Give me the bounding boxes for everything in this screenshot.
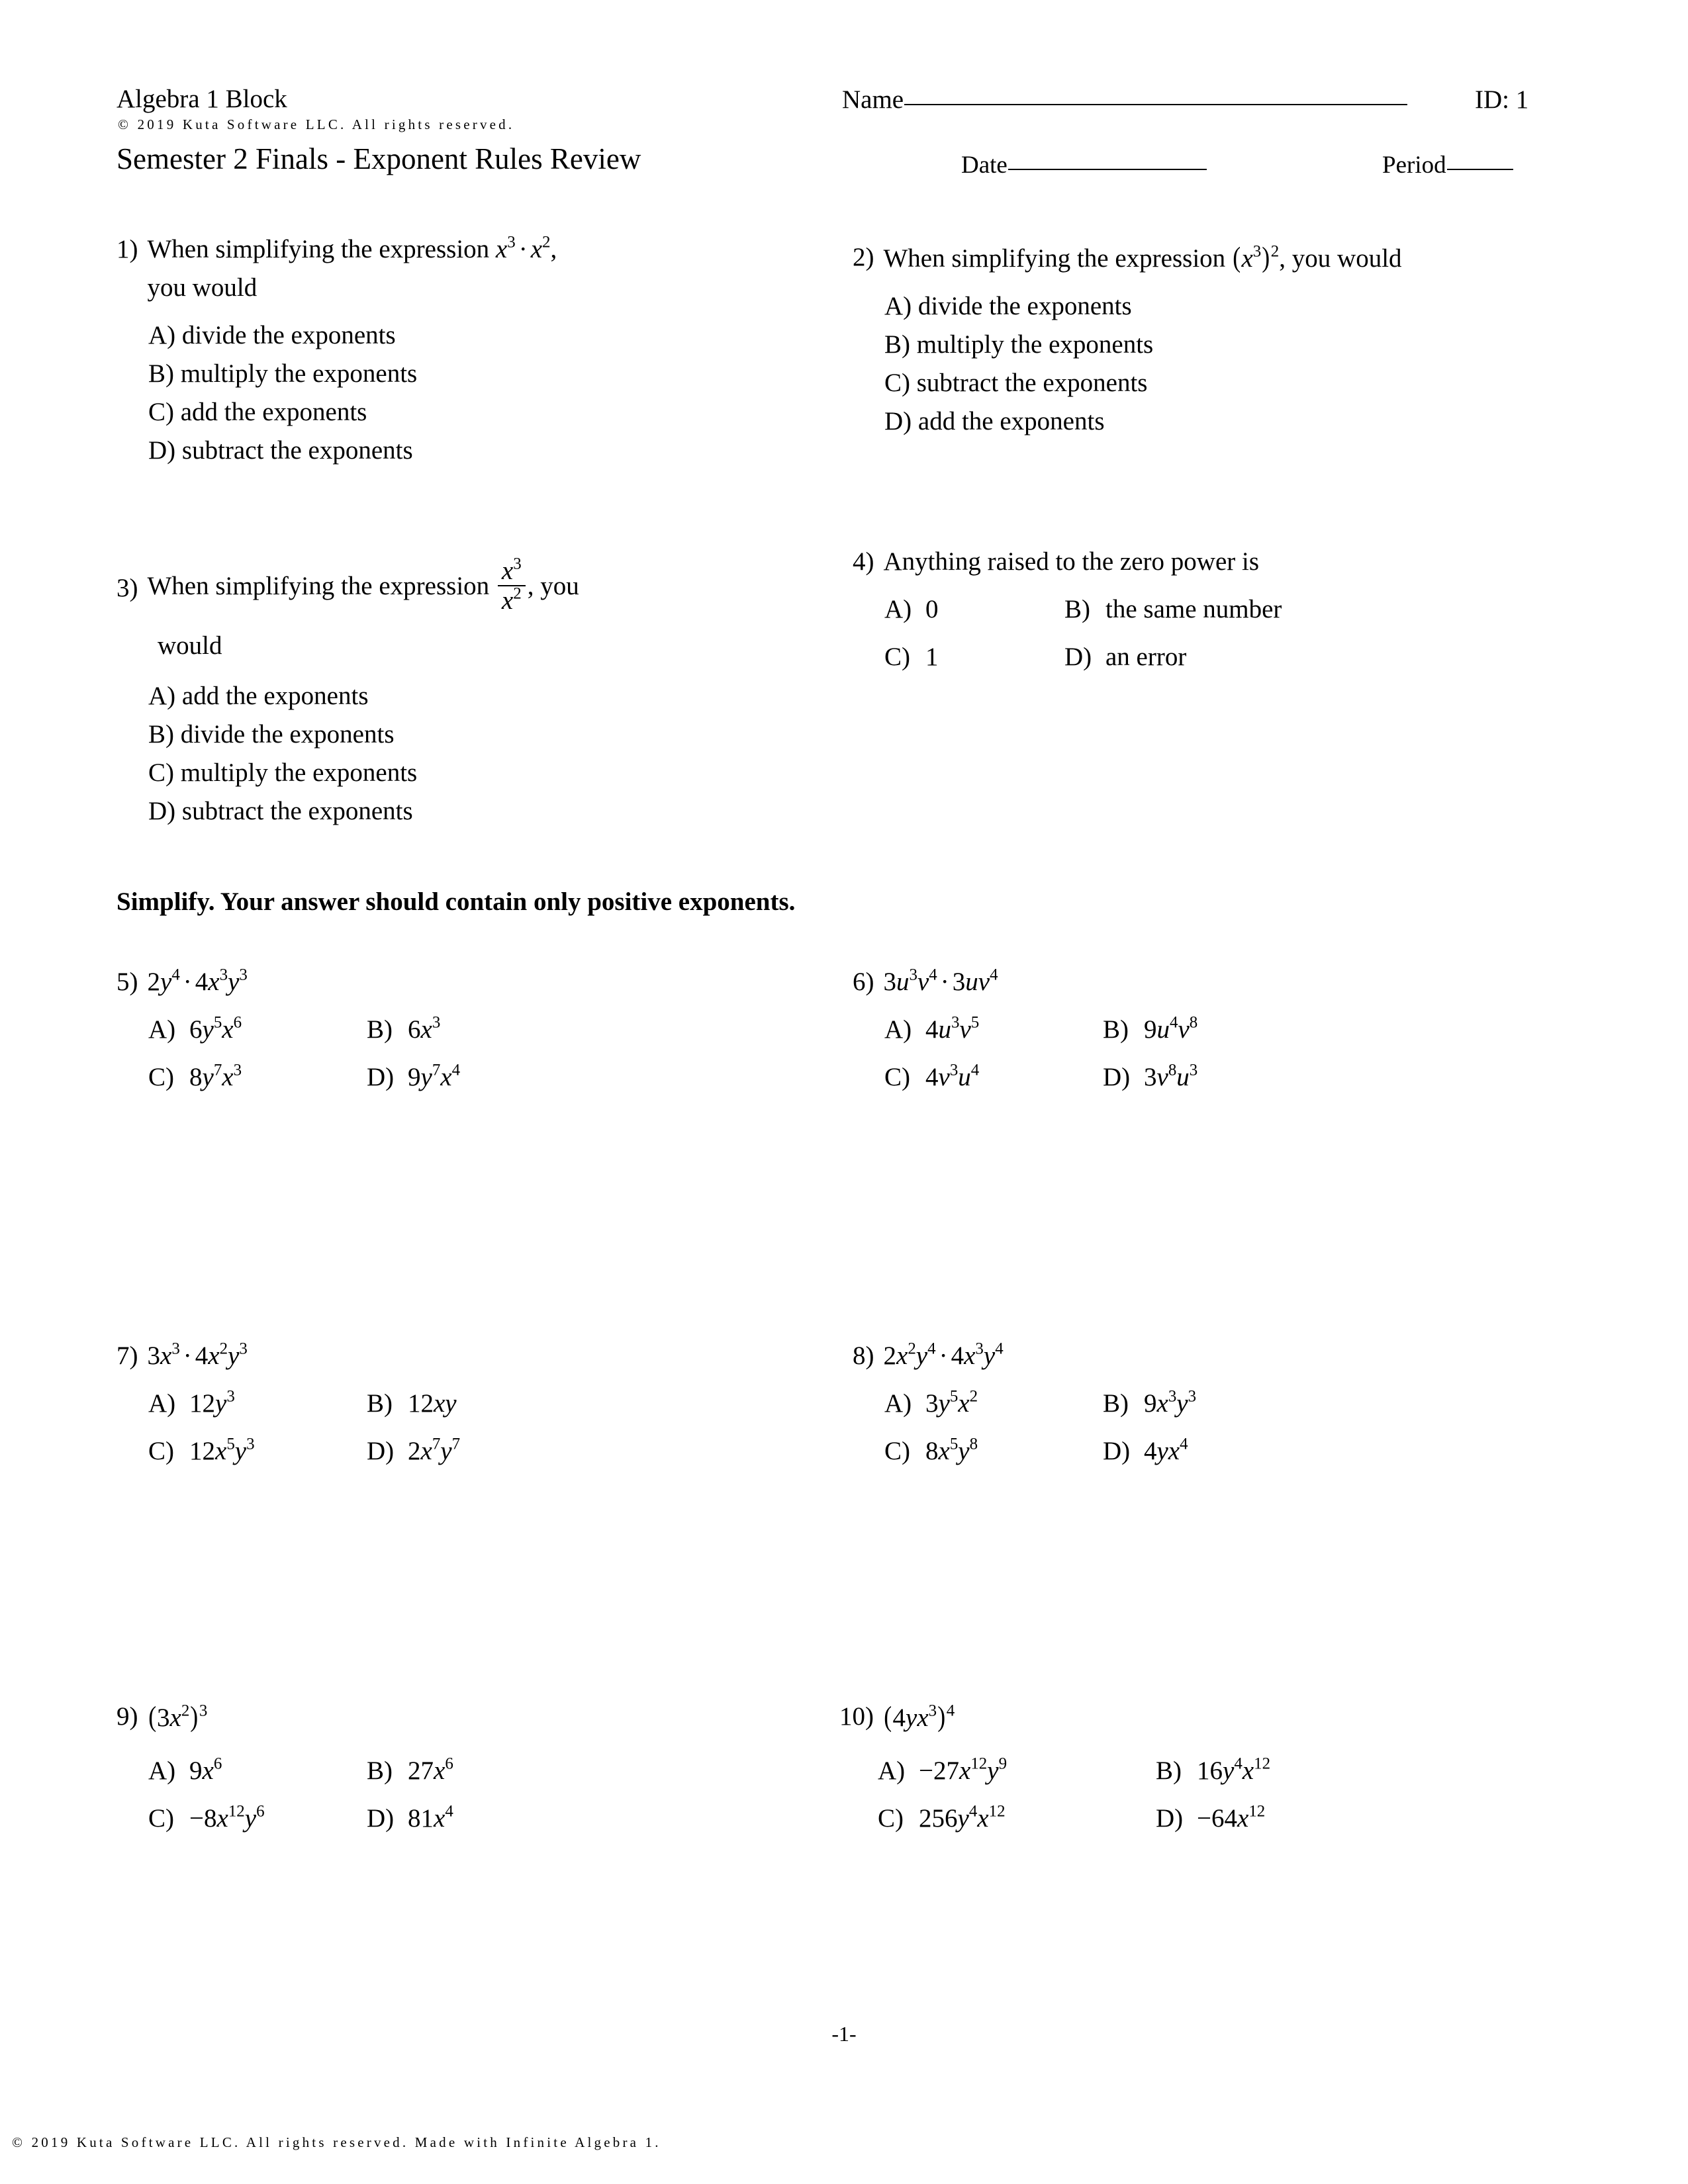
- problem-1-choice-a[interactable]: A) divide the exponents: [148, 321, 396, 349]
- problem-1-number: 1): [117, 235, 138, 263]
- problem-10-choice-b[interactable]: B) $16y^4x^{12}$: [1156, 1754, 1271, 1785]
- problem-9-number: 9): [117, 1702, 138, 1731]
- problem-4-choice-a[interactable]: A) 0: [884, 595, 939, 623]
- problem-4-number: 4): [853, 547, 874, 576]
- section-heading: Simplify. Your answer should contain only positive exponents.: [117, 887, 796, 916]
- problem-3: [117, 555, 818, 831]
- problem-10-choice-a[interactable]: $A) -27x^{12}y^9$: [878, 1754, 1008, 1785]
- problem-8-choice-c[interactable]: C) $8x^5y^8$: [884, 1435, 978, 1465]
- problem-6-choice-a[interactable]: A) $4u^3v^5$: [884, 1013, 980, 1044]
- problem-9-choice-b[interactable]: B) $27x^6$: [367, 1754, 453, 1785]
- problem-1-text: When simplifying the expression $x^3 \cdot x^2$, you would: [147, 233, 557, 302]
- problem-7-choice-c[interactable]: C) $12x^5y^3$: [148, 1435, 255, 1465]
- problem-3-choice-a[interactable]: A) add the exponents: [148, 681, 369, 710]
- problem-2-choice-a[interactable]: A) divide the exponents: [884, 292, 1132, 320]
- problem-4-choices: [853, 590, 1568, 676]
- problem-3-choice-d[interactable]: D) subtract the exponents: [148, 796, 413, 825]
- period-rule: [1447, 169, 1513, 170]
- problem-5-choice-a[interactable]: A) $6y^5x^6$: [148, 1013, 242, 1044]
- problem-3-text: When simplifying the expression $\frac{x^3}{x^2}$ , you: [147, 555, 579, 615]
- problem-2-number: 2): [853, 243, 874, 271]
- problem-5-number: 5): [117, 968, 138, 996]
- problem-2-choice-b[interactable]: B) multiply the exponents: [884, 330, 1154, 359]
- problem-7-expression: $3x^3 \cdot 4x^2y^3$: [147, 1340, 248, 1370]
- problem-8: [853, 1337, 1568, 1471]
- problem-6-expression: $3u^3v^4 \cdot 3uv^4$: [883, 966, 998, 996]
- name-rule: [904, 104, 1407, 105]
- problem-9-choice-a[interactable]: A) $9x^6$: [148, 1754, 222, 1785]
- problem-1-choice-c[interactable]: C) add the exponents: [148, 398, 367, 426]
- problem-4-choice-b[interactable]: B) the same number: [1064, 595, 1282, 623]
- problem-6-choices: [853, 1011, 1568, 1097]
- problem-8-choice-d[interactable]: D) $4yx^4$: [1103, 1435, 1188, 1465]
- problem-1-choice-d[interactable]: D) subtract the exponents: [148, 436, 413, 465]
- problem-5-choice-c[interactable]: C) $8y^7x^3$: [148, 1061, 242, 1091]
- page-number: -1-: [831, 2022, 857, 2046]
- problem-1-choice-b[interactable]: B) multiply the exponents: [148, 359, 418, 388]
- problem-7: [117, 1337, 818, 1471]
- problem-4: [853, 543, 1568, 676]
- problem-7-choice-b[interactable]: B) 12xy: [367, 1389, 457, 1418]
- problem-1-choices: [117, 316, 818, 470]
- date-field[interactable]: [961, 151, 1207, 179]
- problem-8-choice-a[interactable]: A) $3y^5x^2$: [884, 1387, 978, 1418]
- problem-4-choice-d[interactable]: D) an error: [1064, 643, 1187, 671]
- problem-10-number: 10): [839, 1702, 874, 1731]
- problem-3-continuation: would: [158, 631, 222, 660]
- problem-10-choices: [839, 1752, 1581, 1838]
- worksheet-header: [117, 85, 1573, 217]
- problem-3-choices: [117, 677, 818, 831]
- problem-10-choice-c[interactable]: C) $256y^4x^{12}$: [878, 1802, 1006, 1833]
- problem-7-number: 7): [117, 1342, 138, 1370]
- footer-copyright: © 2019 Kuta Software LLC. All rights reserved. Made with Infinite Algebra 1.: [12, 2134, 661, 2150]
- problem-3-choice-b[interactable]: B) divide the exponents: [148, 719, 395, 749]
- problem-8-number: 8): [853, 1342, 874, 1370]
- problem-1: [117, 230, 818, 470]
- problem-9-choice-d[interactable]: D) $81x^4$: [367, 1802, 453, 1833]
- problem-2-choices: [853, 287, 1568, 441]
- date-rule: [1008, 169, 1207, 170]
- name-field[interactable]: [842, 85, 1407, 114]
- problem-9-expression: $(3x^2)^3$: [148, 1701, 208, 1733]
- problem-5-choice-d[interactable]: D) $9y^7x^4$: [367, 1061, 461, 1091]
- problem-4-text: Anything raised to the zero power is: [883, 547, 1260, 576]
- problem-9-choice-c[interactable]: $C) -8x^{12}y^6$: [148, 1802, 265, 1833]
- problem-2-text: When simplifying the expression $(x^3)^2$, you would: [883, 242, 1402, 273]
- problem-10-expression: $(4yx^3)^4$: [884, 1701, 955, 1733]
- problem-3-expression: $\frac{x^3}{x^2}$ ,: [496, 572, 534, 600]
- problem-3-number: 3): [117, 573, 138, 602]
- problem-6: [853, 963, 1568, 1097]
- date-label: Date: [961, 152, 1008, 179]
- name-label: Name: [842, 85, 904, 114]
- problem-6-choice-c[interactable]: C) $4v^3u^4$: [884, 1061, 980, 1091]
- worksheet-id: ID: 1: [1475, 85, 1529, 114]
- problem-8-expression: $2x^2y^4 \cdot 4x^3y^4$: [883, 1340, 1004, 1370]
- page-title: Semester 2 Finals - Exponent Rules Review: [117, 142, 641, 175]
- problem-6-choice-d[interactable]: D) $3v^8u^3$: [1103, 1061, 1198, 1091]
- period-field[interactable]: [1382, 151, 1513, 179]
- problem-9-choices: [117, 1752, 818, 1838]
- period-label: Period: [1382, 152, 1446, 179]
- problem-6-number: 6): [853, 968, 874, 996]
- header-copyright: © 2019 Kuta Software LLC. All rights reserved.: [118, 116, 515, 132]
- problem-5: [117, 963, 818, 1097]
- course-title: Algebra 1 Block: [117, 85, 287, 113]
- problem-5-choices: [117, 1011, 818, 1097]
- problem-10-choice-d[interactable]: $D) -64x^{12}$: [1156, 1802, 1266, 1833]
- problem-2-choice-d[interactable]: D) add the exponents: [884, 407, 1105, 435]
- problem-7-choices: [117, 1385, 818, 1471]
- problem-4-choice-c[interactable]: C) 1: [884, 643, 939, 671]
- problem-3-choice-c[interactable]: C) multiply the exponents: [148, 758, 418, 787]
- problem-7-choice-a[interactable]: A) $12y^3$: [148, 1387, 235, 1418]
- problem-2-expression: $(x^3)^2$,: [1233, 242, 1286, 273]
- problem-8-choice-b[interactable]: B) $9x^3y^3$: [1103, 1387, 1197, 1418]
- problem-1-expression: $x^3 \cdot x^2$,: [495, 233, 557, 263]
- problem-5-expression: $2y^4 \cdot 4x^3y^3$: [147, 966, 248, 996]
- problem-7-choice-d[interactable]: D) $2x^7y^7$: [367, 1435, 461, 1465]
- problem-5-choice-b[interactable]: B) $6x^3$: [367, 1013, 441, 1044]
- problem-6-choice-b[interactable]: B) $9u^4v^8$: [1103, 1013, 1198, 1044]
- problem-9: [117, 1698, 818, 1838]
- problem-2: [853, 238, 1568, 441]
- problem-10: [839, 1698, 1581, 1838]
- problem-2-choice-c[interactable]: C) subtract the exponents: [884, 369, 1148, 397]
- problem-8-choices: [853, 1385, 1568, 1471]
